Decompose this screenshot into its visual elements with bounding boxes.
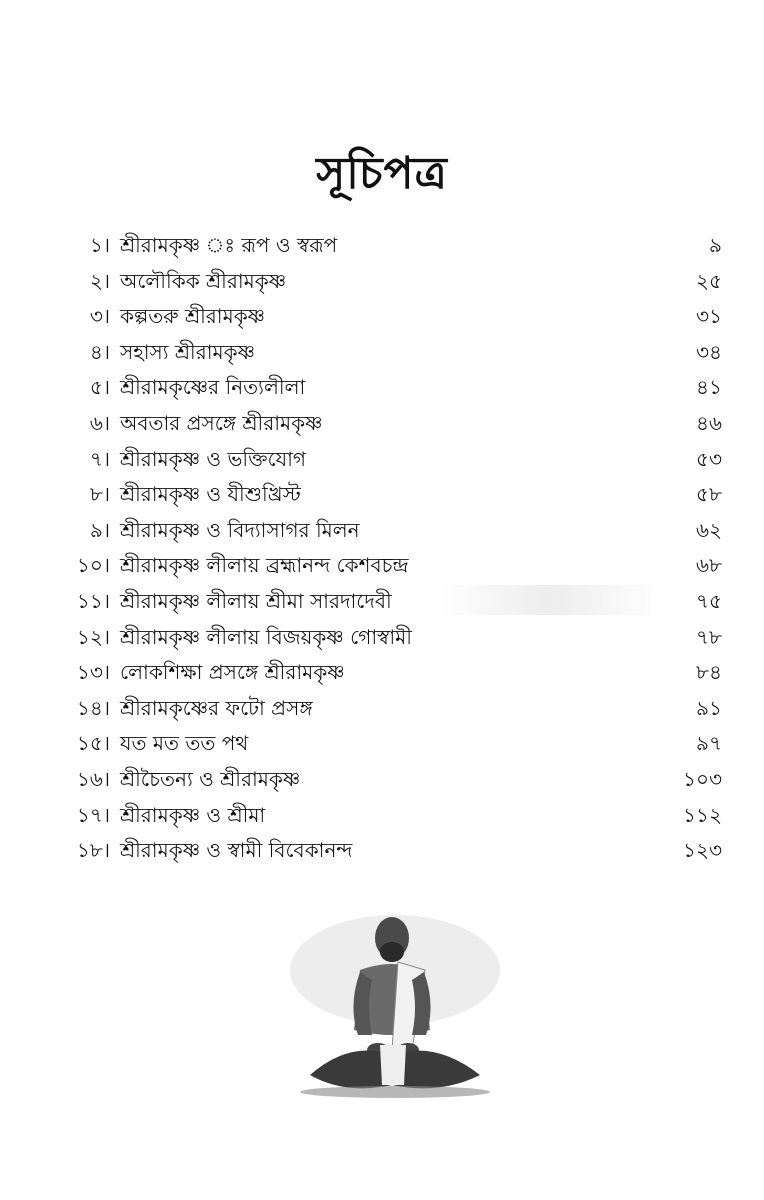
toc-title: শ্রীরামকৃষ্ণ ও শ্রীমা	[120, 802, 266, 827]
toc-number: ১৮।	[76, 838, 110, 863]
toc-title: শ্রীরামকৃষ্ণের ফটো প্রসঙ্গ	[120, 695, 313, 720]
toc-title: শ্রীরামকৃষ্ণ লীলায় ব্রহ্মানন্দ কেশবচন্দ্র	[120, 553, 409, 578]
toc-title: শ্রীরামকৃষ্ণ ও স্বামী বিবেকানন্দ	[120, 838, 353, 863]
toc-page-number: ৫৮	[696, 482, 722, 507]
toc-number: ৬।	[89, 410, 110, 435]
toc-number: ২।	[89, 268, 110, 293]
toc-entry	[62, 264, 722, 300]
toc-page-number: ৯৭	[696, 731, 722, 756]
toc-number: ১৫।	[76, 731, 110, 756]
toc-title: অলৌকিক শ্রীরামকৃষ্ণ	[120, 268, 287, 293]
toc-number: ১৪।	[76, 695, 110, 720]
toc-page-number: ৪৬	[696, 410, 722, 435]
toc-number: ৭।	[89, 446, 110, 471]
toc-page-number: ৮৪	[696, 660, 722, 685]
toc-entry	[62, 655, 722, 691]
toc-page-number: ১১২	[683, 802, 722, 827]
toc-entry	[62, 228, 722, 264]
toc-page-number: ১০৩	[683, 766, 722, 791]
toc-title: শ্রীরামকৃষ্ণ ও ভক্তিযোগ	[120, 446, 307, 471]
toc-entry	[62, 833, 722, 869]
toc-number: ৯।	[89, 517, 110, 542]
toc-entry	[62, 299, 722, 335]
toc-number: ১২।	[76, 624, 110, 649]
toc-entry	[62, 477, 722, 513]
toc-title: শ্রীরামকৃষ্ণ ঃ রূপ ও স্বরূপ	[120, 233, 338, 257]
toc-entry	[62, 548, 722, 584]
toc-number: ১৬।	[76, 766, 110, 791]
toc-page-number: ৭৫	[696, 588, 722, 613]
table-of-contents	[62, 228, 722, 869]
toc-entry	[62, 406, 722, 442]
toc-title: অবতার প্রসঙ্গে শ্রীরামকৃষ্ণ	[120, 410, 323, 435]
toc-entry	[62, 726, 722, 762]
toc-entry	[62, 442, 722, 478]
toc-page-number: ৯১	[696, 695, 722, 720]
toc-entry	[62, 584, 722, 620]
toc-number: ১৩।	[76, 660, 110, 685]
toc-title: শ্রীচৈতন্য ও শ্রীরামকৃষ্ণ	[120, 766, 301, 791]
toc-number: ১০।	[76, 553, 110, 578]
toc-entry	[62, 335, 722, 371]
toc-number: ৫।	[89, 375, 110, 400]
toc-page-number: ৭৮	[696, 624, 722, 649]
toc-title: সহাস্য শ্রীরামকৃষ্ণ	[120, 339, 255, 364]
seated-figure-portrait	[280, 900, 510, 1100]
toc-entry	[62, 620, 722, 656]
toc-number: ১।	[89, 233, 110, 257]
toc-title: শ্রীরামকৃষ্ণ ও যীশুখ্রিস্ট	[120, 482, 301, 507]
toc-page-number: ১২৩	[683, 838, 722, 863]
toc-page-number: ৪১	[696, 375, 722, 400]
toc-page-number: ৩১	[696, 304, 722, 329]
toc-page-number: ৩৪	[696, 339, 722, 364]
toc-entry	[62, 762, 722, 798]
page-title: সূচিপত্র	[316, 148, 448, 199]
toc-title: শ্রীরামকৃষ্ণ লীলায় শ্রীমা সারদাদেবী	[120, 588, 392, 613]
toc-title: যত মত তত পথ	[120, 731, 249, 756]
toc-page-number: ৬৮	[696, 553, 722, 578]
toc-number: ১১।	[76, 588, 110, 613]
toc-page-number: ২৫	[696, 268, 722, 293]
toc-entry	[62, 691, 722, 727]
toc-title: কল্পতরু শ্রীরামকৃষ্ণ	[120, 304, 266, 329]
toc-entry	[62, 370, 722, 406]
toc-title: শ্রীরামকৃষ্ণ লীলায় বিজয়কৃষ্ণ গোস্বামী	[120, 624, 412, 649]
toc-title: লোকশিক্ষা প্রসঙ্গে শ্রীরামকৃষ্ণ	[120, 660, 345, 685]
toc-number: ৩।	[89, 304, 110, 329]
toc-number: ৮।	[89, 482, 110, 507]
toc-title: শ্রীরামকৃষ্ণের নিত্যলীলা	[120, 375, 306, 400]
toc-title: শ্রীরামকৃষ্ণ ও বিদ্যাসাগর মিলন	[120, 517, 360, 542]
toc-page-number: ৬২	[695, 517, 722, 542]
toc-entry	[62, 798, 722, 834]
toc-page-number: ৫৩	[696, 446, 722, 471]
toc-entry	[62, 513, 722, 549]
toc-number: ৪।	[89, 339, 110, 364]
toc-number: ১৭।	[76, 802, 110, 827]
toc-page-number: ৯	[709, 233, 722, 257]
